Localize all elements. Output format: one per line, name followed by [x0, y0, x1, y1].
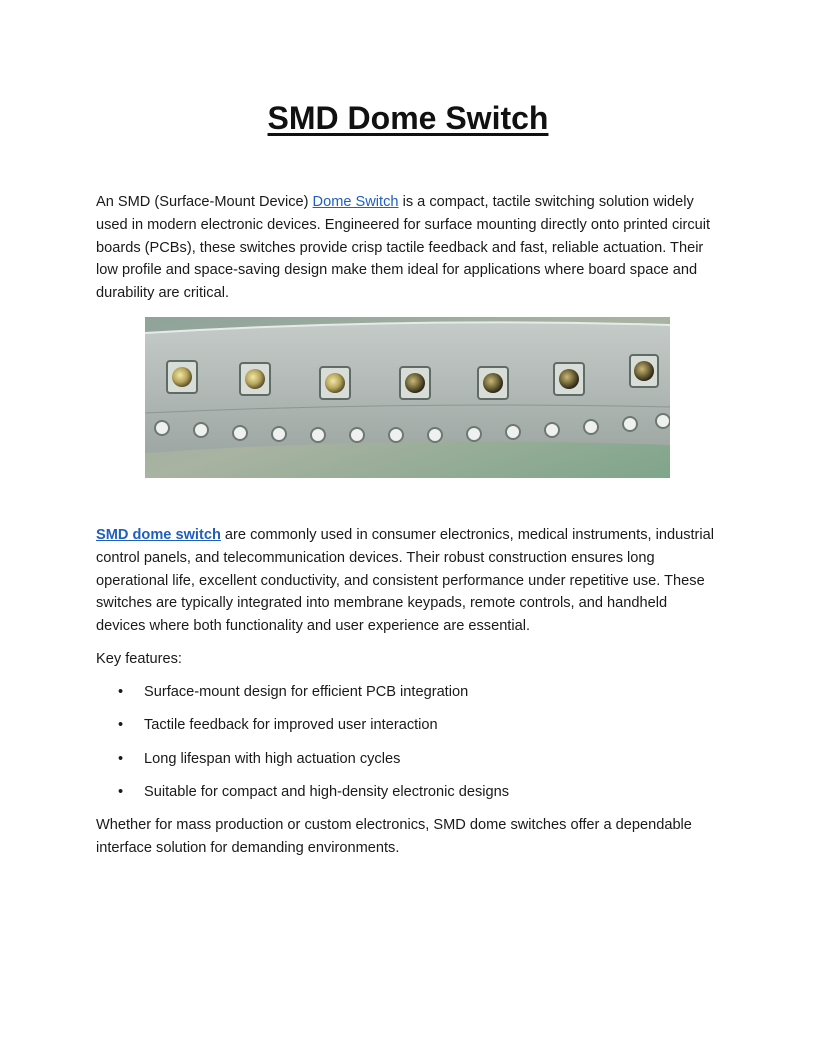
feature-text: Surface-mount design for efficient PCB integration — [144, 684, 469, 700]
features-heading: Key features: — [96, 651, 182, 667]
list-item — [96, 681, 720, 714]
intro-text-after: is a compact, tactile switching solution widely used in modern electronic devices. Engineered for surface mounting directly onto printed circuit boards (PCBs), these switches provide crisp tactile feedback and fast, reliable actuation. Their low profile and space-saving design make them ideal for applications where board space and durability are critical. — [96, 194, 711, 302]
feature-text: Suitable for compact and high-density electronic designs — [144, 783, 510, 800]
features-list — [96, 681, 720, 814]
usage-paragraph — [96, 524, 720, 638]
switch-tape-image — [145, 317, 670, 478]
list-item — [96, 714, 720, 747]
smd-switch-photo — [145, 317, 670, 478]
feature-text: Long lifespan with high actuation cycles — [144, 750, 401, 767]
dome-switch-link[interactable]: Dome Switch — [312, 194, 399, 210]
intro-text-before: An SMD (Surface-Mount Device) — [96, 194, 313, 210]
smd-dome-switch-link[interactable]: SMD dome switch — [96, 527, 221, 543]
list-item — [96, 781, 720, 814]
closing-paragraph: Whether for mass production or custom electronics, SMD dome switches offer a dependable interface solution for demanding environments. — [96, 817, 692, 856]
feature-text: Tactile feedback for improved user interaction — [144, 717, 438, 734]
bullet-icon: • — [118, 717, 124, 734]
page-title: SMD Dome Switch — [267, 100, 549, 136]
intro-paragraph — [96, 191, 720, 305]
bullet-icon: • — [118, 750, 124, 767]
bullet-icon: • — [118, 684, 124, 700]
list-item — [96, 748, 720, 781]
usage-text: are commonly used in consumer electronics, medical instruments, industrial control panels, and telecommunication devices. Their robust construction ensures long operational life, excellent conductivity, and consistent performance under repetitive use. These switches are typically integrated into membrane keypads, remote controls, and handheld devices where both functionality and user experience are essential. — [96, 527, 715, 635]
bullet-icon: • — [118, 783, 124, 800]
